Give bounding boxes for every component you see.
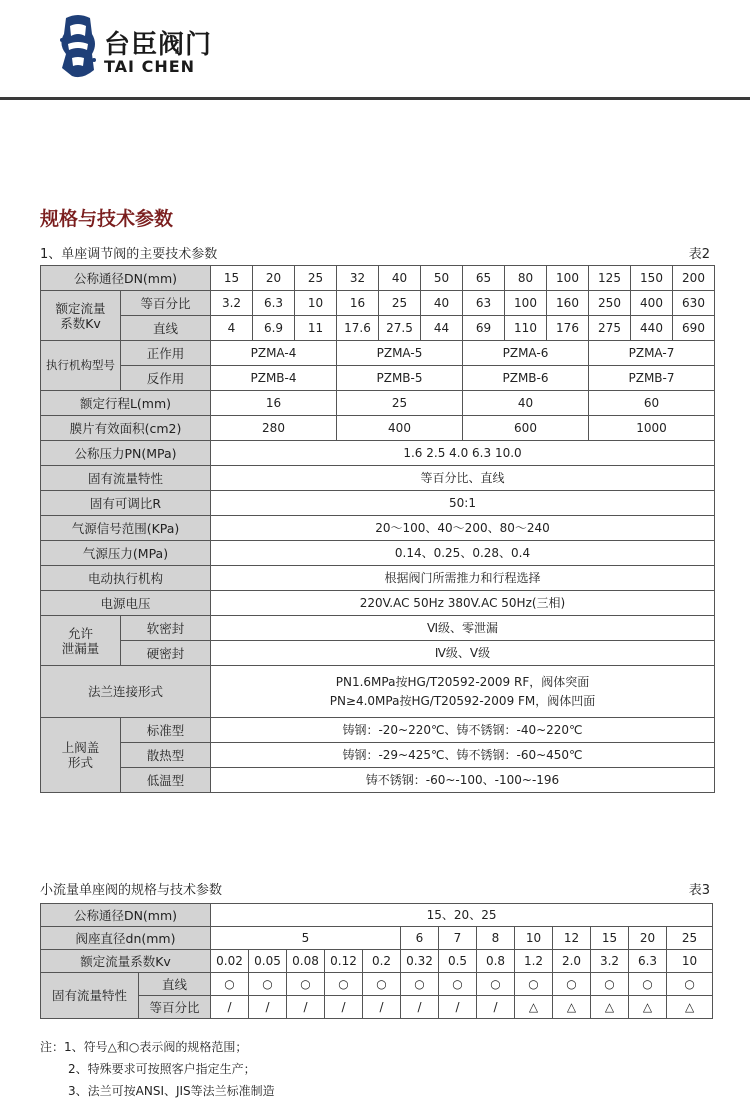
seat-cell: 6 bbox=[401, 927, 439, 950]
table-row bbox=[41, 341, 715, 366]
kv-cell: 6.3 bbox=[253, 291, 295, 316]
slash-mark: / bbox=[211, 996, 249, 1019]
pn-label: 公称压力PN(MPa) bbox=[41, 441, 211, 466]
kv-cell: 44 bbox=[421, 316, 463, 341]
actuator-cell: PZMA-4 bbox=[211, 341, 337, 366]
seat-cell: 5 bbox=[211, 927, 401, 950]
actuator-cell: PZMA-5 bbox=[337, 341, 463, 366]
kv-cell: 11 bbox=[295, 316, 337, 341]
slash-mark: / bbox=[249, 996, 287, 1019]
t3-eq-label: 等百分比 bbox=[139, 996, 211, 1019]
table-row bbox=[41, 316, 715, 341]
triangle-icon: △ bbox=[553, 996, 591, 1019]
kv-cell: 10 bbox=[667, 950, 713, 973]
circle-icon: ○ bbox=[439, 973, 477, 996]
kv-label: 额定流量 系数Kv bbox=[41, 291, 121, 341]
triangle-icon: △ bbox=[515, 996, 553, 1019]
std-label: 标准型 bbox=[121, 718, 211, 743]
dn-cell: 65 bbox=[463, 266, 505, 291]
table-row bbox=[41, 291, 715, 316]
air-value: 0.14、0.25、0.28、0.4 bbox=[211, 541, 715, 566]
flange-label: 法兰连接形式 bbox=[41, 666, 211, 718]
t3-dn-value: 15、20、25 bbox=[211, 904, 713, 927]
direct-label: 正作用 bbox=[121, 341, 211, 366]
actuator-cell: PZMB-5 bbox=[337, 366, 463, 391]
table-row bbox=[41, 566, 715, 591]
kv-cell: 63 bbox=[463, 291, 505, 316]
dn-cell: 125 bbox=[589, 266, 631, 291]
kv-cell: 0.32 bbox=[401, 950, 439, 973]
triangle-icon: △ bbox=[591, 996, 629, 1019]
note-3: 3、法兰可按ANSI、JIS等法兰标准制造 bbox=[68, 1084, 275, 1098]
stroke-label: 额定行程L(mm) bbox=[41, 391, 211, 416]
notes bbox=[40, 1036, 275, 1102]
kv-cell: 0.2 bbox=[363, 950, 401, 973]
slash-mark: / bbox=[477, 996, 515, 1019]
triangle-icon: △ bbox=[667, 996, 713, 1019]
seat-cell: 15 bbox=[591, 927, 629, 950]
table-row bbox=[41, 516, 715, 541]
actuator-label: 执行机构型号 bbox=[41, 341, 121, 391]
kv-cell: 27.5 bbox=[379, 316, 421, 341]
circle-icon: ○ bbox=[591, 973, 629, 996]
kv-cell: 0.5 bbox=[439, 950, 477, 973]
kv-cell: 40 bbox=[421, 291, 463, 316]
circle-icon: ○ bbox=[401, 973, 439, 996]
dn-cell: 20 bbox=[253, 266, 295, 291]
table-row bbox=[41, 466, 715, 491]
kv-lin-label: 直线 bbox=[121, 316, 211, 341]
kv-cell: 100 bbox=[505, 291, 547, 316]
actuator-cell: PZMA-6 bbox=[463, 341, 589, 366]
table-row bbox=[41, 904, 713, 927]
seat-cell: 10 bbox=[515, 927, 553, 950]
circle-icon: ○ bbox=[325, 973, 363, 996]
kv-cell: 440 bbox=[631, 316, 673, 341]
table-row bbox=[41, 491, 715, 516]
pn-value: 1.6 2.5 4.0 6.3 10.0 bbox=[211, 441, 715, 466]
table3-label: 表3 bbox=[688, 883, 710, 898]
note-2: 2、特殊要求可按照客户指定生产； bbox=[68, 1062, 256, 1076]
table-row bbox=[41, 366, 715, 391]
leak-label: 允许 泄漏量 bbox=[41, 616, 121, 666]
dn-cell: 80 bbox=[505, 266, 547, 291]
slash-mark: / bbox=[287, 996, 325, 1019]
kv-cell: 3.2 bbox=[211, 291, 253, 316]
table-row bbox=[41, 927, 713, 950]
actuator-cell: PZMA-7 bbox=[589, 341, 715, 366]
kv-cell: 690 bbox=[673, 316, 715, 341]
low-label: 低温型 bbox=[121, 768, 211, 793]
slash-mark: / bbox=[439, 996, 477, 1019]
signal-value: 20～100、40～200、80～240 bbox=[211, 516, 715, 541]
kv-cell: 25 bbox=[379, 291, 421, 316]
signal-label: 气源信号范围(KPa) bbox=[41, 516, 211, 541]
seat-cell: 7 bbox=[439, 927, 477, 950]
area-cell: 1000 bbox=[589, 416, 715, 441]
slash-mark: / bbox=[401, 996, 439, 1019]
kv-cell: 110 bbox=[505, 316, 547, 341]
char-value: 等百分比、直线 bbox=[211, 466, 715, 491]
circle-icon: ○ bbox=[211, 973, 249, 996]
stroke-cell: 40 bbox=[463, 391, 589, 416]
table-row bbox=[41, 266, 715, 291]
table-row bbox=[41, 591, 715, 616]
kv-cell: 17.6 bbox=[337, 316, 379, 341]
kv-cell: 69 bbox=[463, 316, 505, 341]
kv-cell: 6.3 bbox=[629, 950, 667, 973]
hard-label: 硬密封 bbox=[121, 641, 211, 666]
table-row bbox=[41, 666, 715, 718]
kv-cell: 4 bbox=[211, 316, 253, 341]
header bbox=[0, 0, 750, 100]
dn-cell: 25 bbox=[295, 266, 337, 291]
kv-cell: 176 bbox=[547, 316, 589, 341]
triangle-icon: △ bbox=[629, 996, 667, 1019]
spec-table-3 bbox=[40, 903, 713, 1019]
dn-cell: 15 bbox=[211, 266, 253, 291]
actuator-cell: PZMB-4 bbox=[211, 366, 337, 391]
fin-value: 铸钢：-29~425℃、铸不锈钢：-60~450℃ bbox=[211, 743, 715, 768]
t3-lin-label: 直线 bbox=[139, 973, 211, 996]
kv-cell: 0.8 bbox=[477, 950, 515, 973]
kv-cell: 3.2 bbox=[591, 950, 629, 973]
stroke-cell: 60 bbox=[589, 391, 715, 416]
circle-icon: ○ bbox=[287, 973, 325, 996]
kv-cell: 0.02 bbox=[211, 950, 249, 973]
table3-caption: 小流量单座阀的规格与技术参数 bbox=[40, 883, 223, 898]
dn-cell: 40 bbox=[379, 266, 421, 291]
kv-cell: 16 bbox=[337, 291, 379, 316]
seat-cell: 12 bbox=[553, 927, 591, 950]
spec-table-2 bbox=[40, 265, 715, 793]
kv-cell: 0.08 bbox=[287, 950, 325, 973]
brand-name-cn: 台臣阀门 bbox=[104, 30, 213, 60]
circle-icon: ○ bbox=[629, 973, 667, 996]
char-label: 固有流量特性 bbox=[41, 466, 211, 491]
bonnet-label: 上阀盖 形式 bbox=[41, 718, 121, 793]
electric-label: 电动执行机构 bbox=[41, 566, 211, 591]
area-cell: 280 bbox=[211, 416, 337, 441]
kv-cell: 0.05 bbox=[249, 950, 287, 973]
range-label: 固有可调比R bbox=[41, 491, 211, 516]
range-value: 50:1 bbox=[211, 491, 715, 516]
kv-cell: 0.12 bbox=[325, 950, 363, 973]
logo-icon bbox=[58, 14, 98, 80]
area-cell: 600 bbox=[463, 416, 589, 441]
low-value: 铸不锈钢：-60~-100、-100~-196 bbox=[211, 768, 715, 793]
reverse-label: 反作用 bbox=[121, 366, 211, 391]
table-row bbox=[41, 391, 715, 416]
soft-label: 软密封 bbox=[121, 616, 211, 641]
kv-cell: 2.0 bbox=[553, 950, 591, 973]
dn-cell: 50 bbox=[421, 266, 463, 291]
table-row bbox=[41, 416, 715, 441]
flange-value: PN1.6MPa按HG/T20592-2009 RF，阀体突面 PN≥4.0MPa按HG/T20592-2009 FM，阀体凹面 bbox=[211, 666, 715, 718]
seat-cell: 20 bbox=[629, 927, 667, 950]
table2-label: 表2 bbox=[688, 247, 710, 262]
actuator-cell: PZMB-6 bbox=[463, 366, 589, 391]
stroke-cell: 16 bbox=[211, 391, 337, 416]
kv-cell: 1.2 bbox=[515, 950, 553, 973]
air-label: 气源压力(MPa) bbox=[41, 541, 211, 566]
slash-mark: / bbox=[363, 996, 401, 1019]
power-label: 电源电压 bbox=[41, 591, 211, 616]
table-row bbox=[41, 743, 715, 768]
kv-cell: 160 bbox=[547, 291, 589, 316]
dn-cell: 32 bbox=[337, 266, 379, 291]
dn-cell: 200 bbox=[673, 266, 715, 291]
dn-cell: 100 bbox=[547, 266, 589, 291]
circle-icon: ○ bbox=[477, 973, 515, 996]
circle-icon: ○ bbox=[667, 973, 713, 996]
seat-cell: 25 bbox=[667, 927, 713, 950]
kv-cell: 250 bbox=[589, 291, 631, 316]
table-row bbox=[41, 718, 715, 743]
std-value: 铸钢：-20~220℃、铸不锈钢：-40~220℃ bbox=[211, 718, 715, 743]
kv-cell: 630 bbox=[673, 291, 715, 316]
actuator-cell: PZMB-7 bbox=[589, 366, 715, 391]
dn-cell: 150 bbox=[631, 266, 673, 291]
table-row bbox=[41, 973, 713, 996]
kv-cell: 6.9 bbox=[253, 316, 295, 341]
circle-icon: ○ bbox=[553, 973, 591, 996]
circle-icon: ○ bbox=[515, 973, 553, 996]
table-row bbox=[41, 768, 715, 793]
soft-value: Ⅵ级、零泄漏 bbox=[211, 616, 715, 641]
hard-value: Ⅳ级、Ⅴ级 bbox=[211, 641, 715, 666]
table-row bbox=[41, 950, 713, 973]
header-divider bbox=[0, 97, 750, 100]
area-label: 膜片有效面积(cm2) bbox=[41, 416, 211, 441]
seat-label: 阀座直径dn(mm) bbox=[41, 927, 211, 950]
area-cell: 400 bbox=[337, 416, 463, 441]
electric-value: 根据阀门所需推力和行程选择 bbox=[211, 566, 715, 591]
t3-char-label: 固有流量特性 bbox=[41, 973, 139, 1019]
table-row bbox=[41, 441, 715, 466]
table-row bbox=[41, 996, 713, 1019]
table-row bbox=[41, 541, 715, 566]
table-row bbox=[41, 616, 715, 641]
stroke-cell: 25 bbox=[337, 391, 463, 416]
note-1: 注：1、符号△和○表示阀的规格范围； bbox=[40, 1040, 248, 1054]
slash-mark: / bbox=[325, 996, 363, 1019]
circle-icon: ○ bbox=[363, 973, 401, 996]
seat-cell: 8 bbox=[477, 927, 515, 950]
t3-dn-label: 公称通径DN(mm) bbox=[41, 904, 211, 927]
kv-cell: 275 bbox=[589, 316, 631, 341]
kv-cell: 400 bbox=[631, 291, 673, 316]
kv-cell: 10 bbox=[295, 291, 337, 316]
section-title: 规格与技术参数 bbox=[40, 208, 174, 230]
kv-eq-label: 等百分比 bbox=[121, 291, 211, 316]
table-row bbox=[41, 641, 715, 666]
power-value: 220V.AC 50Hz 380V.AC 50Hz(三相) bbox=[211, 591, 715, 616]
fin-label: 散热型 bbox=[121, 743, 211, 768]
dn-label: 公称通径DN(mm) bbox=[41, 266, 211, 291]
brand-name-en: TAI CHEN bbox=[104, 57, 196, 76]
circle-icon: ○ bbox=[249, 973, 287, 996]
t3-kv-label: 额定流量系数Kv bbox=[41, 950, 211, 973]
table2-caption: 1、单座调节阀的主要技术参数 bbox=[40, 247, 218, 262]
